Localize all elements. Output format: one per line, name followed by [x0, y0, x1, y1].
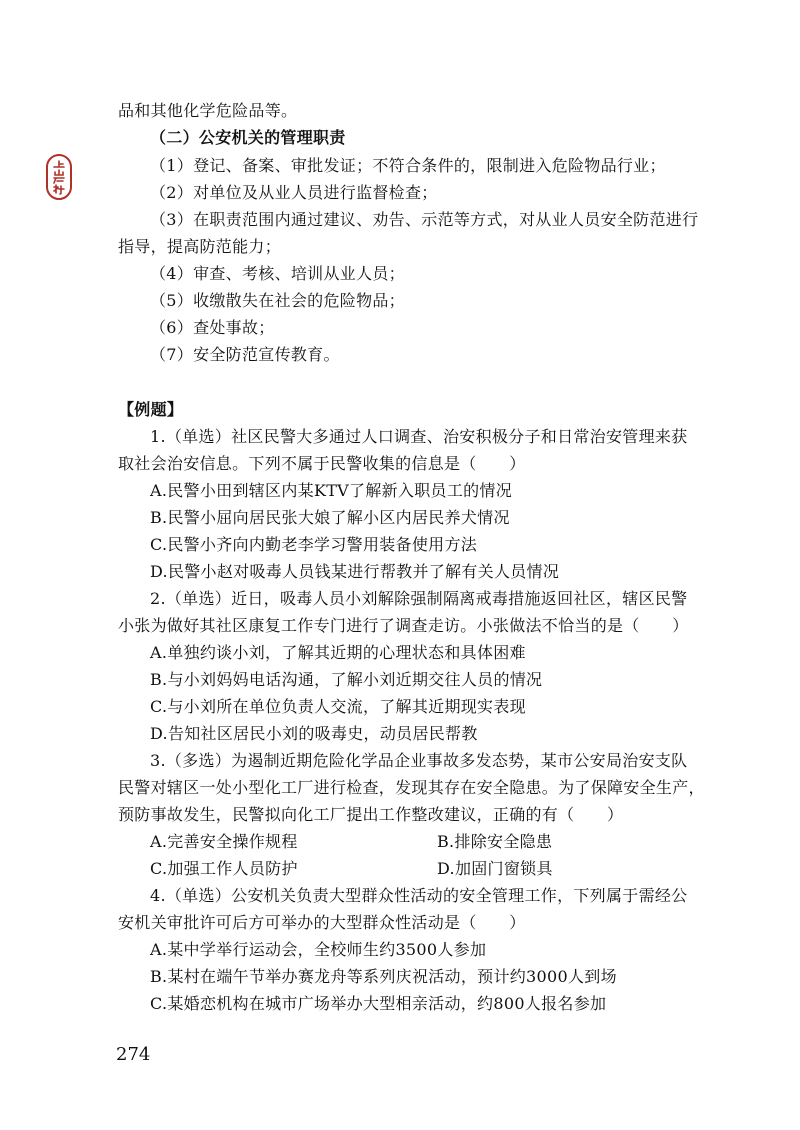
question-1-option-b: B.民警小屈向居民张大娘了解小区内居民养犬情况 — [150, 508, 510, 527]
duty-item-continued: 指导，提高防范能力； — [118, 237, 282, 256]
question-2-option-b: B.与小刘妈妈电话沟通，了解小刘近期交往人员的情况 — [150, 670, 543, 689]
page-number: 274 — [116, 1044, 151, 1065]
question-1-stem: 1.（单选）社区民警大多通过人口调查、治安积极分子和日常治安管理来获 — [150, 427, 688, 446]
duty-item: （1）登记、备案、审批发证；不符合条件的，限制进入危险物品行业； — [150, 156, 666, 175]
section-heading: （二）公安机关的管理职责 — [150, 128, 346, 147]
duty-item: （4）审查、考核、培训从业人员； — [150, 264, 405, 283]
red-seal-icon — [46, 154, 72, 200]
question-4-stem: 4.（单选）公安机关负责大型群众性活动的安全管理工作，下列属于需经公 — [150, 886, 688, 905]
question-4-option-c: C.某婚恋机构在城市广场举办大型相亲活动，约800人报名参加 — [150, 994, 607, 1013]
duty-item: （3）在职责范围内通过建议、劝告、示范等方式，对从业人员安全防范进行 — [150, 210, 699, 229]
question-3-stem: 预防事故发生，民警拟向化工厂提出工作整改建议，正确的有（ ） — [118, 805, 624, 824]
question-2-option-d: D.告知社区居民小刘的吸毒史，动员居民帮教 — [150, 724, 478, 743]
question-4-stem: 安机关审批许可后方可举办的大型群众性活动是（ ） — [118, 913, 526, 932]
question-2-stem: 2.（单选）近日，吸毒人员小刘解除强制隔离戒毒措施返回社区，辖区民警 — [150, 589, 688, 608]
question-3-option-c: C.加强工作人员防护 — [150, 859, 298, 878]
question-2-option-a: A.单独约谈小刘，了解其近期的心理状态和具体困难 — [150, 643, 526, 662]
question-1-stem: 取社会治安信息。下列不属于民警收集的信息是（ ） — [118, 454, 526, 473]
seal-glyph — [48, 156, 70, 198]
question-3-option-d: D.加固门窗锁具 — [437, 859, 553, 878]
duty-item: （5）收缴散失在社会的危险物品； — [150, 291, 405, 310]
question-4-option-b: B.某村在端午节举办赛龙舟等系列庆祝活动，预计约3000人到场 — [150, 967, 617, 986]
question-3-stem: 民警对辖区一处小型化工厂进行检查，发现其存在安全隐患。为了保障安全生产， — [118, 778, 705, 797]
question-4-option-a: A.某中学举行运动会，全校师生约3500人参加 — [150, 940, 487, 959]
question-1-option-d: D.民警小赵对吸毒人员钱某进行帮教并了解有关人员情况 — [150, 562, 560, 581]
question-1-option-c: C.民警小齐向内勤老李学习警用装备使用方法 — [150, 535, 478, 554]
question-2-stem: 小张为做好其社区康复工作专门进行了调查走访。小张做法不恰当的是（ ） — [118, 616, 689, 635]
question-3-option-b: B.排除安全隐患 — [437, 832, 553, 851]
question-1-option-a: A.民警小田到辖区内某KTV了解新入职员工的情况 — [150, 481, 513, 500]
duty-item: （7）安全防范宣传教育。 — [150, 345, 340, 364]
duty-item: （2）对单位及从业人员进行监督检查； — [150, 183, 438, 202]
section-intro: 品和其他化学危险品等。 — [118, 101, 298, 120]
duty-item: （6）查处事故； — [150, 318, 275, 337]
question-2-option-c: C.与小刘所在单位负责人交流，了解其近期现实表现 — [150, 697, 526, 716]
question-3-stem: 3.（多选）为遏制近期危险化学品企业事故多发态势，某市公安局治安支队 — [150, 751, 688, 770]
examples-title: 【例题】 — [118, 400, 184, 419]
question-3-option-a: A.完善安全操作规程 — [150, 832, 298, 851]
